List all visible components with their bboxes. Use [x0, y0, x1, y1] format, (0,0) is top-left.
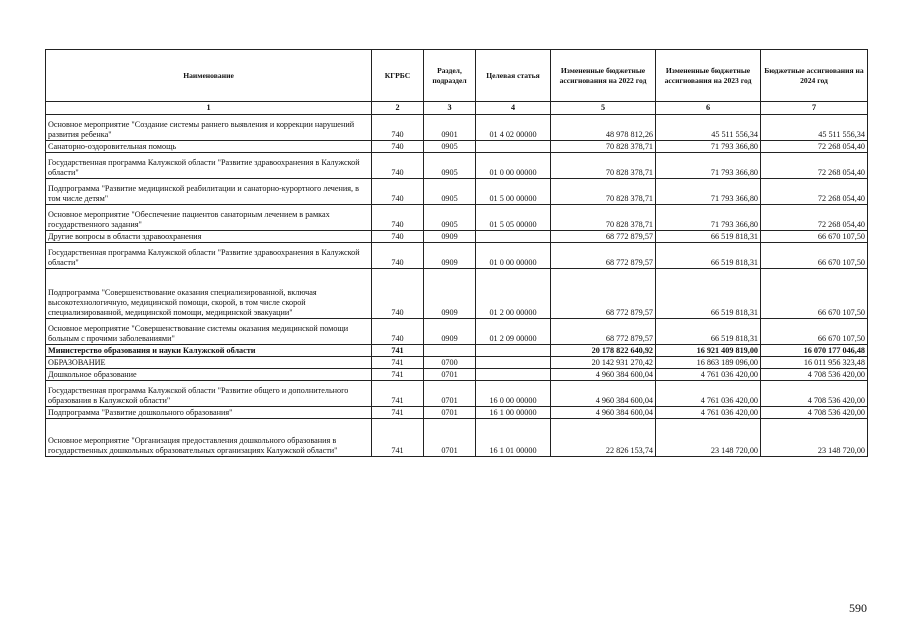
header-2023: Измененные бюджетные ассигнования на 2023 год — [656, 50, 761, 102]
row-name: ОБРАЗОВАНИЕ — [46, 357, 372, 369]
row-name: Министерство образования и науки Калужской области — [46, 345, 372, 357]
row-kgrbs: 740 — [372, 231, 424, 243]
table-row — [46, 115, 868, 141]
row-kgrbs: 740 — [372, 205, 424, 231]
row-kgrbs: 740 — [372, 141, 424, 153]
row-target: 01 0 00 00000 — [476, 243, 551, 269]
column-number: 6 — [656, 102, 761, 115]
row-section: 0909 — [424, 231, 476, 243]
row-target: 01 2 00 00000 — [476, 269, 551, 319]
table-row — [46, 179, 868, 205]
row-2022-amount: 4 960 384 600,04 — [551, 381, 656, 407]
row-2024-amount: 4 708 536 420,00 — [761, 407, 868, 419]
row-name: Дошкольное образование — [46, 369, 372, 381]
row-2023-amount: 66 519 818,31 — [656, 231, 761, 243]
row-section: 0905 — [424, 153, 476, 179]
row-2022-amount: 70 828 378,71 — [551, 179, 656, 205]
row-kgrbs: 741 — [372, 345, 424, 357]
row-2023-amount: 4 761 036 420,00 — [656, 381, 761, 407]
column-number: 2 — [372, 102, 424, 115]
row-target — [476, 231, 551, 243]
row-2024-amount: 4 708 536 420,00 — [761, 369, 868, 381]
row-section: 0905 — [424, 141, 476, 153]
row-kgrbs: 740 — [372, 179, 424, 205]
table-row — [46, 269, 868, 319]
row-2022-amount: 4 960 384 600,04 — [551, 369, 656, 381]
row-2024-amount: 16 070 177 046,48 — [761, 345, 868, 357]
row-name: Основное мероприятие "Создание системы раннего выявления и коррекции нарушений развития ребенка" — [46, 115, 372, 141]
header-target: Целевая статья — [476, 50, 551, 102]
row-2023-amount: 71 793 366,80 — [656, 141, 761, 153]
row-kgrbs: 740 — [372, 319, 424, 345]
column-number: 5 — [551, 102, 656, 115]
row-kgrbs: 741 — [372, 407, 424, 419]
row-2024-amount: 66 670 107,50 — [761, 269, 868, 319]
row-2022-amount: 70 828 378,71 — [551, 141, 656, 153]
table-row — [46, 369, 868, 381]
row-target: 01 5 05 00000 — [476, 205, 551, 231]
header-2024: Бюджетные ассигнования на 2024 год — [761, 50, 868, 102]
row-2024-amount: 72 268 054,40 — [761, 205, 868, 231]
table-row — [46, 153, 868, 179]
row-target — [476, 345, 551, 357]
row-name: Подпрограмма "Развитие дошкольного образования" — [46, 407, 372, 419]
row-2022-amount: 70 828 378,71 — [551, 205, 656, 231]
row-kgrbs: 741 — [372, 419, 424, 457]
row-2023-amount: 66 519 818,31 — [656, 319, 761, 345]
row-name: Санаторно-оздоровительная помощь — [46, 141, 372, 153]
row-target: 16 1 00 00000 — [476, 407, 551, 419]
row-2023-amount: 71 793 366,80 — [656, 205, 761, 231]
row-2024-amount: 4 708 536 420,00 — [761, 381, 868, 407]
row-name: Основное мероприятие "Обеспечение пациентов санаторным лечением в рамках государственного задания" — [46, 205, 372, 231]
row-name: Основное мероприятие "Совершенствование системы оказания медицинской помощи больным с прочими заболеваниями" — [46, 319, 372, 345]
row-name: Другие вопросы в области здравоохранения — [46, 231, 372, 243]
row-target: 16 0 00 00000 — [476, 381, 551, 407]
row-2023-amount: 23 148 720,00 — [656, 419, 761, 457]
row-section: 0909 — [424, 319, 476, 345]
row-section: 0909 — [424, 243, 476, 269]
budget-table — [45, 49, 868, 457]
row-name: Государственная программа Калужской области "Развитие общего и дополнительного образования в Калужской области" — [46, 381, 372, 407]
row-kgrbs: 740 — [372, 243, 424, 269]
page-number: 590 — [849, 601, 867, 615]
table-row — [46, 319, 868, 345]
table-row — [46, 345, 868, 357]
row-2022-amount: 68 772 879,57 — [551, 243, 656, 269]
row-kgrbs: 741 — [372, 369, 424, 381]
row-2024-amount: 72 268 054,40 — [761, 179, 868, 205]
table-row — [46, 407, 868, 419]
row-2024-amount: 66 670 107,50 — [761, 243, 868, 269]
row-section: 0909 — [424, 269, 476, 319]
column-number: 1 — [46, 102, 372, 115]
table-row — [46, 231, 868, 243]
row-2022-amount: 68 772 879,57 — [551, 319, 656, 345]
row-section — [424, 345, 476, 357]
row-2024-amount: 66 670 107,50 — [761, 319, 868, 345]
row-2022-amount: 68 772 879,57 — [551, 269, 656, 319]
row-2024-amount: 72 268 054,40 — [761, 153, 868, 179]
row-kgrbs: 741 — [372, 381, 424, 407]
row-2024-amount: 23 148 720,00 — [761, 419, 868, 457]
row-section: 0901 — [424, 115, 476, 141]
row-kgrbs: 740 — [372, 269, 424, 319]
table-row — [46, 243, 868, 269]
row-2022-amount: 20 178 822 640,92 — [551, 345, 656, 357]
row-2024-amount: 45 511 556,34 — [761, 115, 868, 141]
column-number: 7 — [761, 102, 868, 115]
row-kgrbs: 741 — [372, 357, 424, 369]
row-2022-amount: 4 960 384 600,04 — [551, 407, 656, 419]
row-kgrbs: 740 — [372, 153, 424, 179]
header-kgrbs: КГРБС — [372, 50, 424, 102]
row-2023-amount: 16 863 189 096,00 — [656, 357, 761, 369]
row-2022-amount: 68 772 879,57 — [551, 231, 656, 243]
row-2022-amount: 22 826 153,74 — [551, 419, 656, 457]
table-body — [46, 115, 868, 457]
row-name: Подпрограмма "Совершенствование оказания специализированной, включая высокотехнологичную, медицинской помощи, скорой, в том числе скорой специализированной, медицинской помощи, медицинской эвакуации" — [46, 269, 372, 319]
header-row — [46, 50, 868, 102]
header-section: Раздел, подраздел — [424, 50, 476, 102]
table-row — [46, 205, 868, 231]
row-section: 0905 — [424, 179, 476, 205]
table-row — [46, 141, 868, 153]
row-2022-amount: 20 142 931 270,42 — [551, 357, 656, 369]
row-section: 0701 — [424, 369, 476, 381]
table-row — [46, 419, 868, 457]
row-2023-amount: 71 793 366,80 — [656, 179, 761, 205]
row-name: Государственная программа Калужской области "Развитие здравоохранения в Калужской области" — [46, 153, 372, 179]
row-target: 01 4 02 00000 — [476, 115, 551, 141]
column-number: 3 — [424, 102, 476, 115]
row-name: Государственная программа Калужской области "Развитие здравоохранения в Калужской области" — [46, 243, 372, 269]
row-kgrbs: 740 — [372, 115, 424, 141]
row-2023-amount: 16 921 409 819,00 — [656, 345, 761, 357]
row-target: 01 0 00 00000 — [476, 153, 551, 179]
row-2023-amount: 71 793 366,80 — [656, 153, 761, 179]
row-2024-amount: 66 670 107,50 — [761, 231, 868, 243]
row-target: 01 2 09 00000 — [476, 319, 551, 345]
row-2022-amount: 70 828 378,71 — [551, 153, 656, 179]
row-name: Подпрограмма "Развитие медицинской реабилитации и санаторно-курортного лечения, в том числе детям" — [46, 179, 372, 205]
row-section: 0701 — [424, 419, 476, 457]
row-2023-amount: 4 761 036 420,00 — [656, 407, 761, 419]
row-target: 16 1 01 00000 — [476, 419, 551, 457]
row-2023-amount: 66 519 818,31 — [656, 269, 761, 319]
column-number: 4 — [476, 102, 551, 115]
row-section: 0701 — [424, 381, 476, 407]
row-target — [476, 357, 551, 369]
table-row — [46, 381, 868, 407]
row-target — [476, 141, 551, 153]
column-number-row — [46, 102, 868, 115]
row-2022-amount: 48 978 812,26 — [551, 115, 656, 141]
row-2023-amount: 45 511 556,34 — [656, 115, 761, 141]
row-2024-amount: 16 011 956 323,48 — [761, 357, 868, 369]
row-2023-amount: 66 519 818,31 — [656, 243, 761, 269]
row-target: 01 5 00 00000 — [476, 179, 551, 205]
row-target — [476, 369, 551, 381]
row-section: 0905 — [424, 205, 476, 231]
row-section: 0700 — [424, 357, 476, 369]
row-section: 0701 — [424, 407, 476, 419]
header-2022: Измененные бюджетные ассигнования на 2022 год — [551, 50, 656, 102]
row-2024-amount: 72 268 054,40 — [761, 141, 868, 153]
row-2023-amount: 4 761 036 420,00 — [656, 369, 761, 381]
row-name: Основное мероприятие "Организация предоставления дошкольного образования в государственных дошкольных образовательных организациях Калужской области" — [46, 419, 372, 457]
header-name: Наименование — [46, 50, 372, 102]
table-row — [46, 357, 868, 369]
